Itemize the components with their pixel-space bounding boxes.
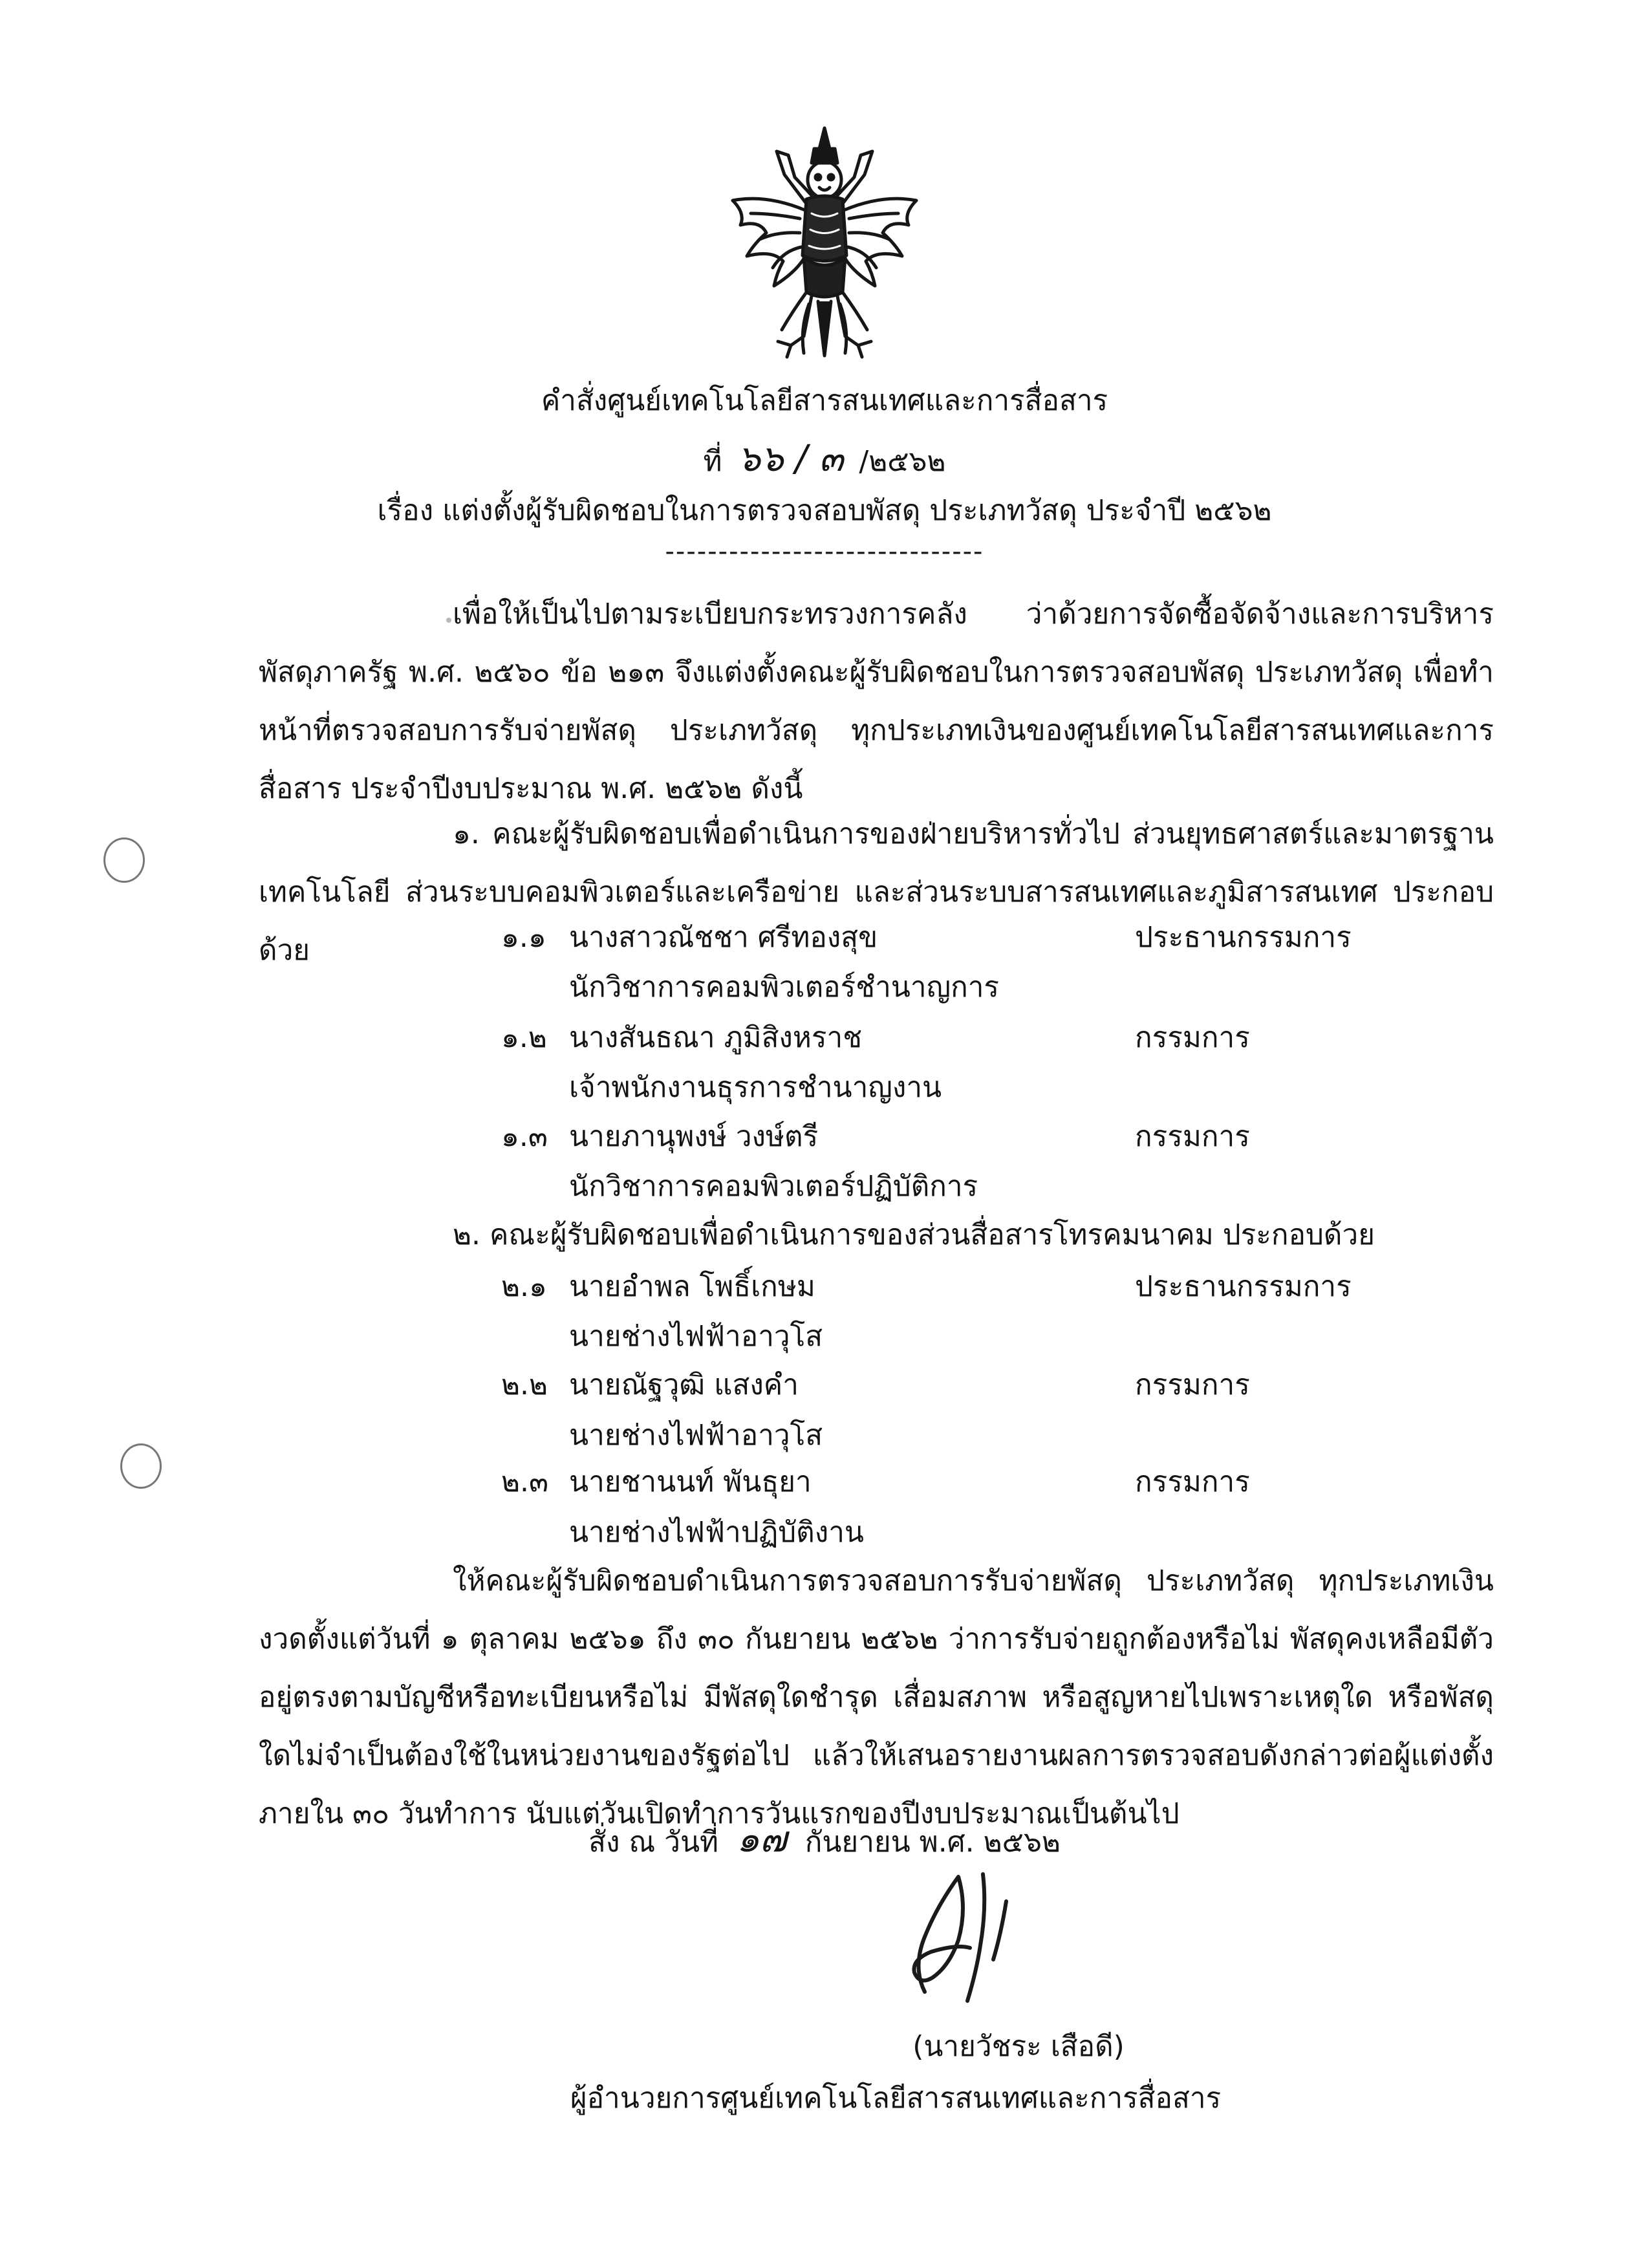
order-date	[0, 1820, 1649, 1862]
member-number: ๒.๒	[501, 1368, 548, 1401]
member-role: ประธานกรรมการ	[1135, 1270, 1352, 1303]
member-number: ๒.๓	[501, 1465, 549, 1498]
member-role: ประธานกรรมการ	[1135, 921, 1352, 954]
signatory-title: ผู้อำนวยการศูนย์เทคโนโลยีสารสนเทศและการสื่อสาร	[570, 2082, 1222, 2115]
order-date-suffix: กันยายน พ.ศ. ๒๕๖๒	[804, 1826, 1061, 1859]
member-role: กรรมการ	[1135, 1120, 1250, 1153]
member-name: นางสันธณา ภูมิสิงหราช	[569, 1021, 863, 1054]
member-position: นักวิชาการคอมพิวเตอร์ชำนาญการ	[569, 971, 1000, 1004]
member-position: เจ้าพนักงานธุรการชำนาญงาน	[569, 1071, 942, 1104]
member-position: นายช่างไฟฟ้าอาวุโส	[569, 1419, 823, 1452]
order-number-handwritten: ๖๖ / ๓	[737, 438, 844, 480]
member-number: ๑.๒	[501, 1021, 547, 1054]
order-date-day-handwritten: ๑๗	[737, 1819, 787, 1861]
member-name: นายชานนท์ พันธุยา	[569, 1465, 812, 1498]
member-name: นางสาวณัชชา ศรีทองสุข	[569, 921, 878, 954]
order-number-suffix: /๒๕๖๒	[859, 445, 946, 478]
signatory-name: (นายวัชระ เสือดี)	[912, 2030, 1125, 2063]
intro-paragraph: เพื่อให้เป็นไปตามระเบียบกระทรวงการคลัง ว่าด้วยการจัดซื้อจัดจ้างและการบริหารพัสดุภาครัฐ พ.ศ. ๒๕๖๐ ข้อ ๒๑๓ จึงแต่งตั้งคณะผู้รับผิดชอบในการตรวจสอบพัสดุ ประเภทวัสดุ เพื่อทำหน้าที่ตรวจสอบการรับจ่ายพัสดุ ประเภทวัสดุ ทุกประเภทเงินของศูนย์เทคโนโลยีสารสนเทศและการสื่อสาร ประจำปีงบประมาณ พ.ศ. ๒๕๖๒ ดังนี้	[259, 598, 1494, 805]
member-role: กรรมการ	[1135, 1021, 1250, 1054]
member-position: นักวิชาการคอมพิวเตอร์ปฏิบัติการ	[569, 1170, 978, 1203]
garuda-emblem-icon	[727, 123, 921, 369]
order-subject: เรื่อง แต่งตั้งผู้รับผิดชอบในการตรวจสอบพัสดุ ประเภทวัสดุ ประจำปี ๒๕๖๒	[377, 494, 1272, 527]
member-position: นายช่างไฟฟ้าอาวุโส	[569, 1320, 823, 1353]
member-number: ๒.๑	[501, 1270, 547, 1303]
order-date-prefix: สั่ง ณ วันที่	[588, 1826, 719, 1859]
handwritten-signature-icon	[886, 1863, 1054, 2011]
order-number-prefix: ที่	[703, 445, 722, 478]
member-name: นายณัฐวุฒิ แสงคำ	[569, 1368, 799, 1401]
order-number	[0, 440, 1649, 481]
section-1-heading: ๑. คณะผู้รับผิดชอบเพื่อดำเนินการของฝ่ายบริหารทั่วไป ส่วนยุทธศาสตร์และมาตรฐานเทคโนโลยี ส่วนระบบคอมพิวเตอร์และเครือข่าย และส่วนระบบสารสนเทศและภูมิสารสนเทศ ประกอบด้วย	[259, 817, 1494, 967]
title-divider: ------------------------------	[665, 537, 984, 567]
member-position: นายช่างไฟฟ้าปฏิบัติงาน	[569, 1516, 865, 1549]
order-title: คำสั่งศูนย์เทคโนโลยีสารสนเทศและการสื่อสาร	[541, 384, 1108, 417]
member-number: ๑.๓	[501, 1120, 548, 1153]
member-role: กรรมการ	[1135, 1368, 1250, 1401]
punch-hole-mark	[120, 1443, 162, 1489]
member-name: นายอำพล โพธิ์เกษม	[569, 1270, 815, 1303]
member-name: นายภานุพงษ์ วงษ์ตรี	[569, 1120, 819, 1153]
section-2-heading: ๒. คณะผู้รับผิดชอบเพื่อดำเนินการของส่วนสื่อสารโทรคมนาคม ประกอบด้วย	[453, 1218, 1375, 1251]
closing-paragraph: ให้คณะผู้รับผิดชอบดำเนินการตรวจสอบการรับจ่ายพัสดุ ประเภทวัสดุ ทุกประเภทเงินงวดตั้งแต่วันที่ ๑ ตุลาคม ๒๕๖๑ ถึง ๓๐ กันยายน ๒๕๖๒ ว่าการรับจ่ายถูกต้องหรือไม่ พัสดุคงเหลือมีตัวอยู่ตรงตามบัญชีหรือทะเบียนหรือไม่ มีพัสดุใดชำรุด เสื่อมสภาพ หรือสูญหายไปเพราะเหตุใด หรือพัสดุใดไม่จำเป็นต้องใช้ในหน่วยงานของรัฐต่อไป แล้วให้เสนอรายงานผลการตรวจสอบดังกล่าวต่อผู้แต่งตั้งภายใน ๓๐ วันทำการ นับแต่วันเปิดทำการวันแรกของปีงบประมาณเป็นต้นไป	[259, 1564, 1494, 1830]
member-role: กรรมการ	[1135, 1465, 1250, 1498]
member-number: ๑.๑	[501, 921, 546, 954]
punch-hole-mark	[103, 837, 145, 883]
